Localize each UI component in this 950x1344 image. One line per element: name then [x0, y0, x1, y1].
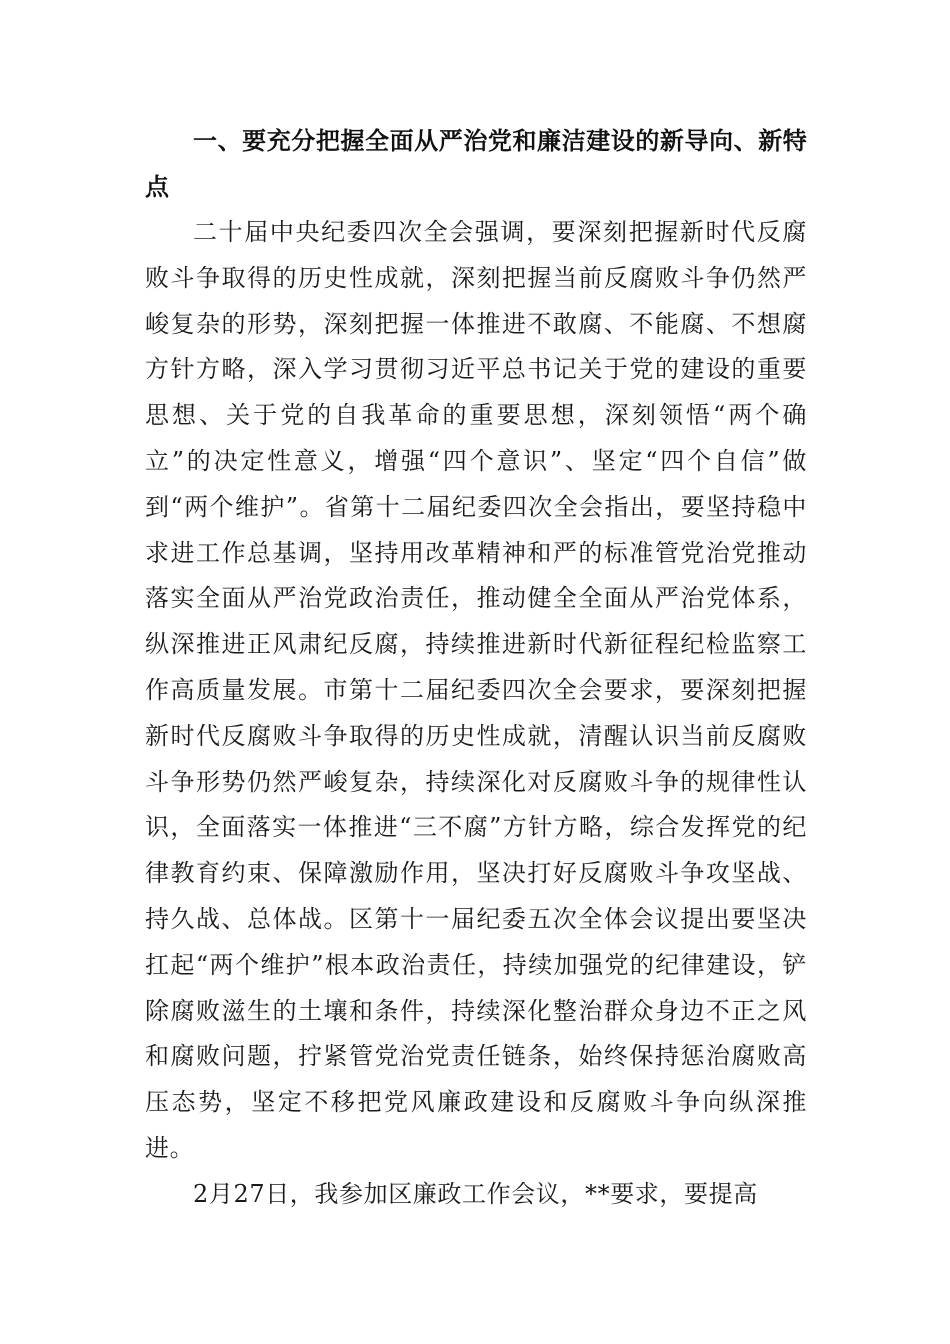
- body-paragraph: 二十届中央纪委四次全会强调，要深刻把握新时代反腐败斗争取得的历史性成就，深刻把握当前反腐败斗争仍然严峻复杂的形势，深刻把握一体推进不敢腐、不能腐、不想腐方针方略，深入学习贯彻习近平总书记关于党的建设的重要思想、关于党的自我革命的重要思想，深刻领悟“两个确立”的决定性意义，增强“四个意识”、坚定“四个自信”做到“两个维护”。省第十二届纪委四次全会指出，要坚持稳中求进工作总基调，坚持用改革精神和严的标准管党治党推动落实全面从严治党政治责任，推动健全全面从严治党体系，纵深推进正风肃纪反腐，持续推进新时代新征程纪检监察工作高质量发展。市第十二届纪委四次全会要求，要深刻把握新时代反腐败斗争取得的历史性成就，清醒认识当前反腐败斗争形势仍然严峻复杂，持续深化对反腐败斗争的规律性认识，全面落实一体推进“三不腐”方针方略，综合发挥党的纪律教育约束、保障激励作用，坚决打好反腐败斗争攻坚战、持久战、总体战。区第十一届纪委五次全体会议提出要坚决扛起“两个维护”根本政治责任，持续加强党的纪律建设，铲除腐败滋生的土壤和条件，持续深化整治群众身边不正之风和腐败问题，拧紧管党治党责任链条，始终保持惩治腐败高压态势，坚定不移把党风廉政建设和反腐败斗争向纵深推进。: [145, 218, 807, 1162]
- section-heading: 一、要充分把握全面从严治党和廉洁建设的新导向、新特点: [145, 127, 807, 201]
- body-paragraph: 2月27日，我参加区廉政工作会议，**要求，要提高: [193, 1179, 758, 1208]
- document-body: [145, 118, 807, 1218]
